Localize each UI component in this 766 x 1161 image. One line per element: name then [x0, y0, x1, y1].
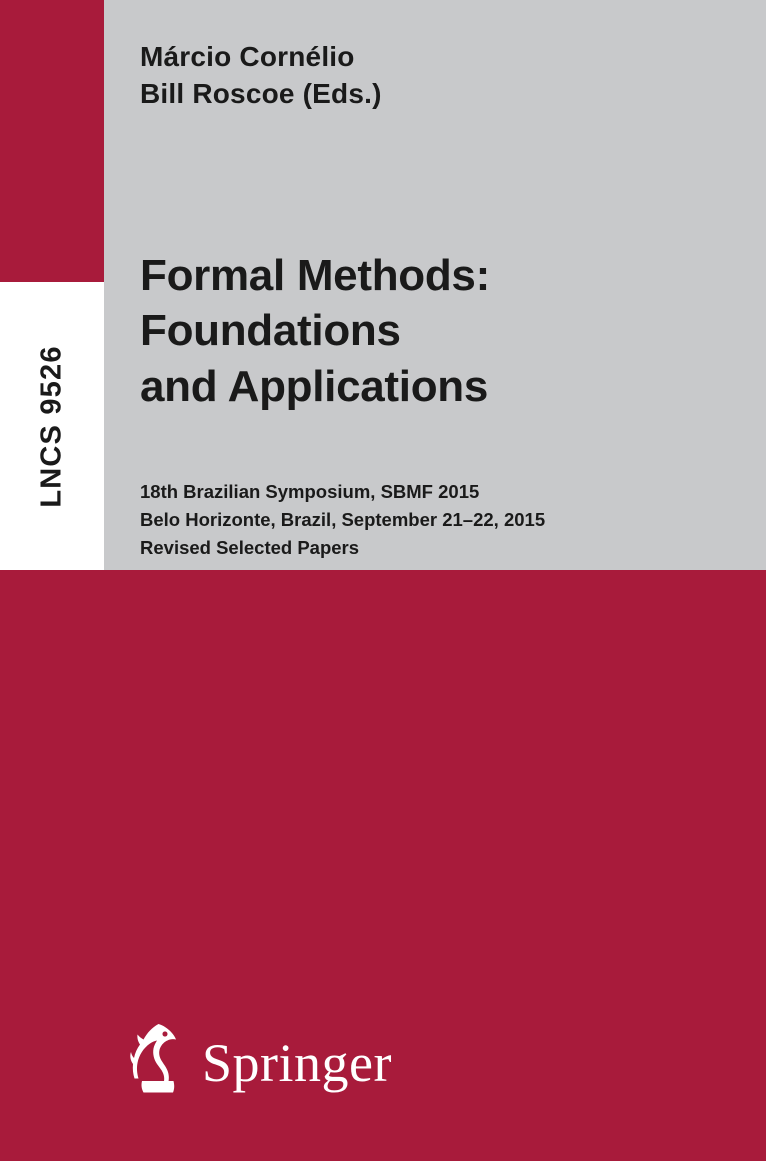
series-label: [0, 282, 104, 570]
editor-name-1: Márcio Cornélio: [140, 41, 355, 72]
subtitle-line-3: Revised Selected Papers: [140, 537, 360, 559]
book-title: [140, 248, 740, 414]
conference-details: [140, 478, 740, 562]
editors-block: [140, 38, 740, 112]
spine-band-bottom: [0, 570, 104, 1161]
publisher-name: Springer: [202, 1033, 392, 1093]
editor-name-2: Bill Roscoe (Eds.): [140, 78, 382, 110]
springer-knight-icon: [128, 1022, 194, 1096]
subtitle-line-1: 18th Brazilian Symposium, SBMF 2015: [140, 481, 480, 502]
title-line-2: Foundations: [140, 306, 401, 356]
title-line-3: and Applications: [140, 361, 489, 411]
title-line-1: Formal Methods:: [140, 251, 490, 300]
publisher-logo: [128, 1022, 392, 1096]
subtitle-line-2: Belo Horizonte, Brazil, September 21–22, 2015: [140, 509, 546, 531]
series-label-text: LNCS 9526: [35, 344, 68, 508]
spine-band-top: [0, 0, 104, 282]
